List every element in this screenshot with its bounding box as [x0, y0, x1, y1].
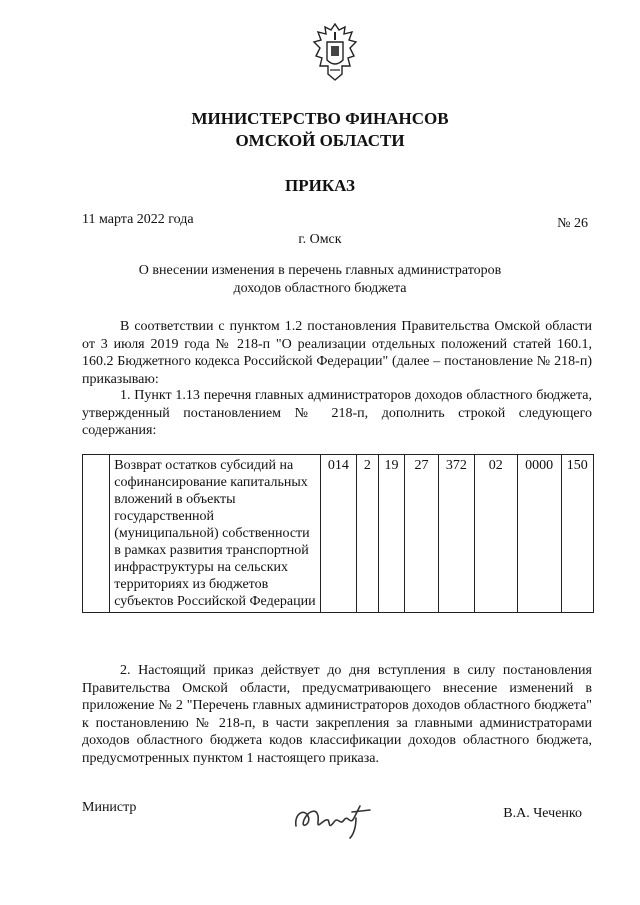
table-cell-empty — [83, 455, 110, 613]
table-cell-code: 02 — [474, 455, 517, 613]
order-subject — [0, 262, 640, 298]
ministry-line-2: ОМСКОЙ ОБЛАСТИ — [235, 131, 405, 150]
order-city: г. Омск — [298, 232, 342, 247]
table-cell-code: 2 — [356, 455, 378, 613]
ministry-line-1: МИНИСТЕРСТВО ФИНАНСОВ — [191, 109, 449, 128]
ministry-name — [0, 108, 640, 152]
paragraph-item-2: 2. Настоящий приказ действует до дня вступления в силу постановления Правительства Омской области, предусматривающего внесение изменений в приложение № 2 "Перечень главных администраторов доходов областного бюджета" к постановлению № 218-п, в части закрепления за главными администраторами доходов областного бюджета кодов классификации доходов областного бюджета, предусмотренных пунктом 1 настоящего приказа. — [82, 663, 592, 766]
order-number: № 26 — [557, 216, 588, 231]
document-title: ПРИКАЗ — [285, 176, 355, 195]
table-cell-code: 27 — [405, 455, 439, 613]
handwritten-signature-icon — [290, 796, 380, 842]
table-row — [83, 455, 594, 613]
paragraph-item-1: 1. Пункт 1.13 перечня главных администраторов доходов областного бюджета, утвержденный постановлением № 218-п, дополнить строкой следующего содержания: — [82, 388, 592, 438]
subject-line-1: О внесении изменения в перечень главных администраторов — [138, 263, 502, 278]
paragraph-preamble: В соответствии с пунктом 1.2 постановления Правительства Омской области от 3 июля 2019 года № 218-п "О реализации отдельных положений статей 160.1, 160.2 Бюджетного кодекса Российской Федерации" (далее – постановление № 218-п) приказываю: — [82, 319, 592, 387]
subject-line-2: доходов областного бюджета — [233, 281, 407, 296]
signer-name: В.А. Чеченко — [503, 806, 582, 821]
table-cell-code: 19 — [378, 455, 404, 613]
coat-of-arms-icon — [312, 22, 358, 84]
table-cell-description: Возврат остатков субсидий на софинансирование капитальных вложений в объекты государственной (муниципальной) собственности в рамках развития транспортной инфраструктуры на сельских территориях из бюджетов субъектов Российской Федерации — [110, 455, 321, 613]
order-date: 11 марта 2022 года — [82, 212, 194, 227]
revenue-code-table — [82, 454, 594, 613]
table-cell-code: 372 — [438, 455, 474, 613]
table-cell-code: 0000 — [517, 455, 561, 613]
table-cell-code: 150 — [561, 455, 593, 613]
table-cell-code: 014 — [320, 455, 356, 613]
signer-position: Министр — [82, 800, 137, 815]
